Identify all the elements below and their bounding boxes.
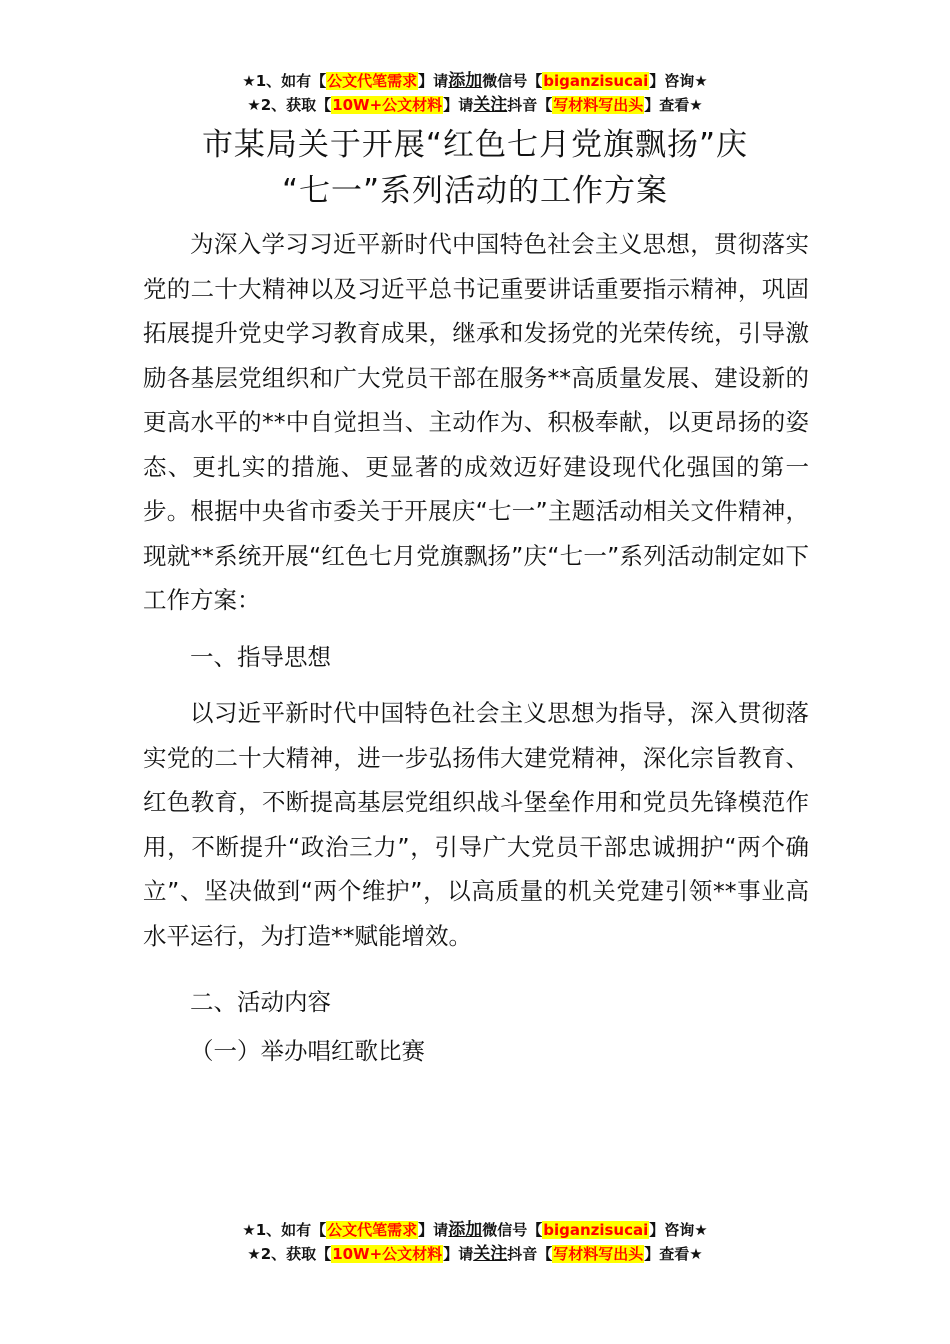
- banner-highlight-douyin: 写材料写出头: [553, 96, 644, 114]
- document-title: [0, 122, 950, 214]
- banner-highlight-douyin: 写材料写出头: [553, 1245, 644, 1263]
- document-body: [143, 222, 809, 1073]
- banner-line-1: ★1、如有【公文代笔需求】请添加微信号【biganzisucai】咨询★: [242, 71, 708, 91]
- banner-highlight: 公文代笔需求: [327, 72, 418, 90]
- subsection-heading-red-song-contest: （一）举办唱红歌比赛: [190, 1036, 425, 1065]
- top-banner: [0, 69, 950, 117]
- section-heading-activities: 二、活动内容: [190, 988, 331, 1016]
- banner-highlight: 10W+公文材料: [332, 96, 443, 114]
- banner-line-1: ★1、如有【公文代笔需求】请添加微信号【biganzisucai】咨询★: [242, 1220, 708, 1240]
- intro-paragraph: 为深入学习习近平新时代中国特色社会主义思想，贯彻落实党的二十大精神以及习近平总书记重要讲话重要指示精神，巩固拓展提升党史学习教育成果，继承和发扬党的光荣传统，引导激励各基层党组织和广大党员干部在服务**高质量发展、建设新的更高水平的**中自觉担当、主动作为、积极奉献，以更昂扬的姿态、更扎实的措施、更显著的成效迈好建设现代化强国的第一步。根据中央省市委关于开展庆“七一”主题活动相关文件精神，现就**系统开展“红色七月党旗飘扬”庆“七一”系列活动制定如下工作方案：: [143, 230, 809, 614]
- banner-line-2: ★2、获取【10W+公文材料】请关注抖音【写材料写出头】查看★: [247, 1244, 703, 1264]
- banner-highlight: 公文代笔需求: [327, 1221, 418, 1239]
- bottom-banner: [0, 1218, 950, 1266]
- title-line-1: 市某局关于开展“红色七月党旗飘扬”庆: [201, 127, 749, 163]
- title-line-2: “七一”系列活动的工作方案: [281, 173, 669, 209]
- banner-highlight-wechat: biganzisucai: [543, 72, 649, 90]
- banner-highlight-wechat: biganzisucai: [543, 1221, 649, 1239]
- banner-highlight: 10W+公文材料: [332, 1245, 443, 1263]
- banner-line-2: ★2、获取【10W+公文材料】请关注抖音【写材料写出头】查看★: [247, 95, 703, 115]
- guiding-thought-paragraph: 以习近平新时代中国特色社会主义思想为指导，深入贯彻落实党的二十大精神，进一步弘扬伟大建党精神，深化宗旨教育、红色教育，不断提高基层党组织战斗堡垒作用和党员先锋模范作用，不断提升“政治三力”，引导广大党员干部忠诚拥护“两个确立”、坚决做到“两个维护”，以高质量的机关党建引领**事业高水平运行，为打造**赋能增效。: [143, 699, 809, 950]
- section-heading-guiding-thought: 一、指导思想: [190, 642, 331, 671]
